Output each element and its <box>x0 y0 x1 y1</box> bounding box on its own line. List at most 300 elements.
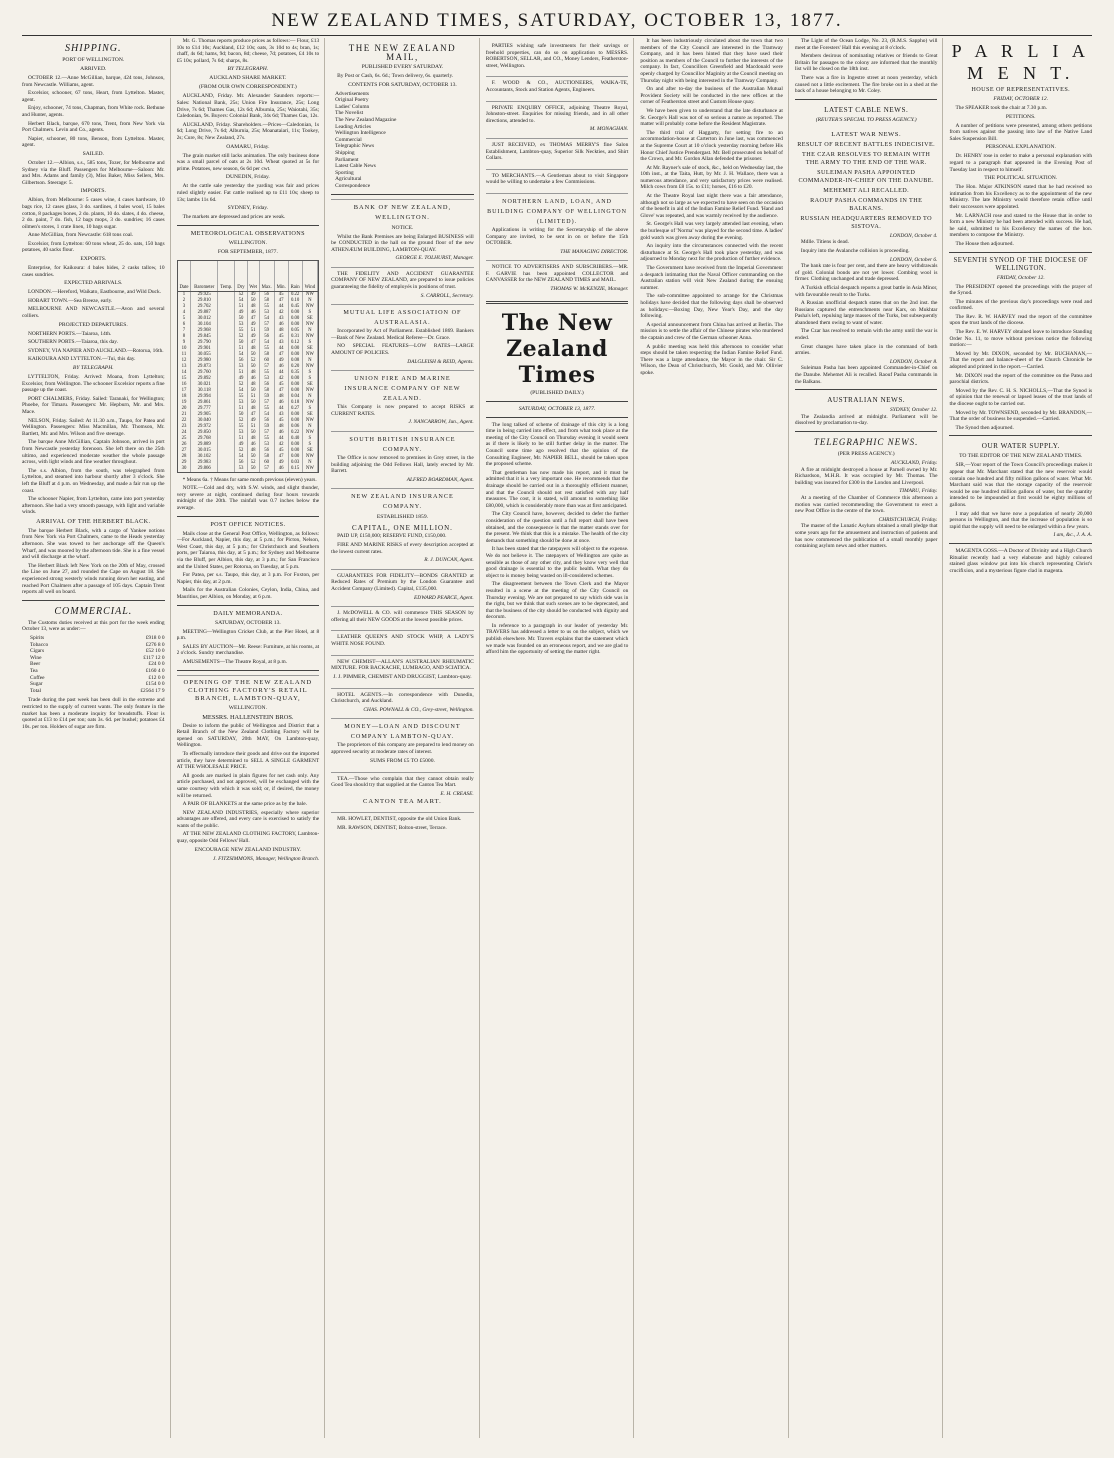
met-cell: S <box>302 442 318 448</box>
paragraph: TO MERCHANTS.—A Gentleman about to visit Singapore would be willing to undertake a few Commissions. <box>485 172 629 186</box>
paragraph: HOTEL AGENTS.—In correspondence with Dunedin, Christchurch, and Auckland. <box>331 691 474 705</box>
met-cell: N <box>302 298 318 304</box>
met-cell: 0.00 <box>288 442 302 448</box>
duty-label: Beer <box>30 661 41 668</box>
clothing-encourage: ENCOURAGE NEW ZEALAND INDUSTRY. <box>194 846 302 853</box>
contents-item: Latest Cable News <box>335 163 376 170</box>
paragraph: SYDNEY, VIA NAPIER AND AUCKLAND.—Rotorua, 16th. <box>28 347 164 354</box>
daily-memo-heading: DAILY MEMORANDA. <box>213 609 283 617</box>
notice-heading: NOTICE. <box>391 224 414 231</box>
met-cell: 0.15 <box>288 466 302 472</box>
paragraph: The Light of the Ocean Lodge, No. 23, (R.M.S. Sappho) will meet at the Foresters' Hall this evening at 8 o'clock. <box>794 38 938 51</box>
paragraph: F. WOOD & CO., AUCTIONEERS, WAIKA-TE, Accountants, Stock and Station Agents, Engineers. <box>485 80 629 93</box>
paragraph: PAID UP, £150,000; RESERVE FUND, £150,000. <box>337 533 447 540</box>
met-cell: 30.015 <box>191 448 218 454</box>
duty-row <box>30 655 165 662</box>
personal-heading: PERSONAL EXPLANATION. <box>985 144 1056 151</box>
cable-headline-1: RESULT OF RECENT BATTLES INDECISIVE. <box>797 140 936 148</box>
met-cell: 49 <box>274 358 288 364</box>
paragraph: The markets are depressed and prices are weak. <box>182 214 286 221</box>
met-cell: 17 <box>178 388 191 394</box>
paragraph: At the Theatre Royal last night there was a fair attendance, although not so large as we expected to have seen on the occasion of the benefit in aid of the Indian Famine Relief Fund. 'Hand and Glove' was repeated, and was warmly received by the audience. <box>640 193 783 219</box>
column-2 <box>177 38 326 1438</box>
paragraph: For Patea, per s.s. Taupo, this day, at 3 p.m. For Foxton, per Napier, this day, at 2 p.m. <box>176 572 320 585</box>
met-header-cell: Min. <box>274 261 288 292</box>
paragraph: The bank rate is four per cent, and there are heavy withdrawals of gold. Colonial bonds are not yet lower. Combing wool is firmer. Clothing unchanged and trade depressed. <box>794 263 938 283</box>
met-cell: 0.00 <box>288 346 302 352</box>
union-advert <box>331 370 474 429</box>
paragraph: The grain market still lacks animation. The only business done was a small parcel of oats at 2s 10d. Wheat quoted at 5s for prime. Potatoes, new season, 6s 6d per cwt. <box>176 152 320 172</box>
met-cell: 58 <box>259 388 274 394</box>
paragraph: A Turkish official despatch reports a great battle in Asia Minor, with favourable result to the Turks. <box>794 284 938 298</box>
paragraph: The PRESIDENT opened the proceedings with the prayer of the Synod. <box>949 283 1093 297</box>
paragraph: * Means 6a. † Means for same month previous (eleven) years. <box>182 476 317 483</box>
paragraph: The schooner Napier, from Lyttelton, came into port yesterday afternoon. She had a very smooth passage, with light and variable winds. <box>22 496 165 516</box>
met-cell: 46 <box>274 400 288 406</box>
duty-value: £24 0 0 <box>148 661 165 668</box>
met-cell: 29.768 <box>191 436 218 442</box>
water-heading: OUR WATER SUPPLY. <box>981 442 1060 451</box>
paragraph: Mr. DIXON read the report of the committee on the Patea and parochial districts. <box>949 372 1093 386</box>
met-cell: 0.20 <box>288 364 302 370</box>
contents-item: Sporting <box>335 169 354 176</box>
published-daily: (PUBLISHED DAILY.) <box>530 389 584 396</box>
met-cell: 29.889 <box>191 442 218 448</box>
met-cell: 25 <box>178 436 191 442</box>
paragraph: The House then adjourned. <box>955 240 1014 247</box>
dateline: TIMARU, Friday. <box>899 488 938 495</box>
met-cell: 48 <box>247 370 259 376</box>
met-cell: 49 <box>235 310 247 316</box>
paragraph: J. McDOWELL & CO. will commence THIS SEASON by offering all their NEW GOODS at the lowest possible prices. <box>331 610 474 623</box>
column-1 <box>22 38 171 1438</box>
met-cell: 30.012 <box>191 316 218 322</box>
met-table-wrap <box>177 260 320 473</box>
paragraph: SIR,—Your report of the Town Council's proceedings makes it appear that Mr. Marchant stated that the new reservoir would contain one hundred and fifty million gallons of water. What Mr. Marchant said was that the storage capacity of the reservoir would be one hundred million gallons of water, but the quantity intended to be impounded at first would be eighty millions of gallons. <box>949 462 1093 508</box>
met-cell: 0.00 <box>288 454 302 460</box>
paragraph: All goods are marked in plain figures for net cash only. Any article purchased, and not approved, will be exchanged with the same courtesy with which it was sold; or, if desired, the money will be returned. <box>176 772 320 799</box>
met-cell: 56 <box>259 448 274 454</box>
paragraph: That gentleman has now made his report, and it must be admitted that it is a very important one. He recommends that the drainage should be carried out in a thoroughly efficient manner, and that the Council should not rest satisfied with any half measures. The cost, it is stated, will amount to something like £80,000, which is considerably more than was at first anticipated. <box>485 469 629 509</box>
mcdowell-advert <box>331 606 474 628</box>
met-cell: 29.994 <box>191 394 218 400</box>
bank-sig: GEORGE E. TOLHURST, Manager. <box>395 255 474 262</box>
union-sig: J. NANCARROW, Jun., Agent. <box>408 419 474 426</box>
met-cell: 55 <box>259 370 274 376</box>
met-cell: 45 <box>274 334 288 340</box>
met-cell: 4 <box>178 310 191 316</box>
paper-title: The New Zealand Times <box>501 309 613 388</box>
paragraph: Whilst the Bank Premises are being Enlarged BUSINESS will be CONDUCTED in the hall on the ground floor of the new ATHENÆUM BUILDING, LAMBTON-QUAY. <box>331 233 474 253</box>
paragraph: St. George's Hall was very largely attended last evening, when the burlesque of 'Norma' was played for the second time. A ladies' gold watch was given away during the evening. <box>640 221 783 241</box>
money-advert <box>331 718 474 769</box>
paragraph: PARTIES wishing safe investments for their savings or freehold properties, can do so on application to MESSRS. ROBERTSON, SELLAR, and CO., Money Lenders, Featherston-street, Wellington. <box>485 43 629 69</box>
met-cell: 54 <box>259 412 274 418</box>
paragraph: Mr. LARNACH rose and stated to the House that in order to form a new Ministry he had been attended with success. He had, he said, submitted to his Excellency the names of the hon. members to compose the Ministry. <box>949 212 1093 239</box>
met-cell: 54 <box>259 316 274 322</box>
met-cell: 50 <box>235 316 247 322</box>
met-cell: 48 <box>247 406 259 412</box>
duty-row <box>30 675 165 682</box>
reuter-note: (REUTER'S SPECIAL TO PRESS AGENCY.) <box>815 116 917 123</box>
met-header-cell: Wind <box>302 261 318 292</box>
met-cell: 60 <box>259 358 274 364</box>
paragraph: TEA.—Those who complain that they cannot obtain really Good Tea should try that supplied at the Canton Tea Mart. <box>331 775 474 789</box>
met-cell: S <box>302 376 318 382</box>
met-cell: 51 <box>235 406 247 412</box>
paragraph: Moved by Mr. DIXON, seconded by Mr. BUCHANAN,—That the report and balance-sheet of the Church Chronicle be adopted and printed in the report.—Carried. <box>949 350 1093 371</box>
paragraph: At Mr. Rayner's sale of stock, &c., held on Wednesday last, the 10th inst., at the Taita, Hutt, by Mr. J. H. Wallace, there was a numerous attendance, and very satisfactory prices were realised. Milch cows from £8 15s. to £11; horses, £16 to £20. <box>640 164 783 191</box>
paragraph: Napier, schooner, 80 tons, Benson, from Lyttelton. Master, agent. <box>22 135 165 149</box>
paragraph: LEATHER QUEEN'S AND STOCK WHIP, A LADY'S WHITE NOSE FOUND. <box>331 634 474 647</box>
capital: CAPITAL, ONE MILLION. <box>351 524 453 533</box>
met-cell: 50 <box>247 298 259 304</box>
met-cell: NW <box>302 364 318 370</box>
met-header-cell: Wet <box>247 261 259 292</box>
mutual-sig: DALGLEISH & REID, Agents. <box>407 358 474 365</box>
met-cell: 56 <box>259 334 274 340</box>
met-cell: 0.00 <box>288 388 302 394</box>
duty-value: £12 0 0 <box>148 674 165 681</box>
met-cell: 0.00 <box>288 448 302 454</box>
telegraphic-heading: TELEGRAPHIC NEWS. <box>813 437 919 447</box>
met-cell: 30.104 <box>191 322 218 328</box>
met-cell: 51 <box>247 424 259 430</box>
met-cell: 53 <box>235 322 247 328</box>
paragraph: Enterprise, for Kaikoura: 4 bales hides, 2 casks tallow, 10 cases sundries. <box>22 265 165 278</box>
met-cell: 12 <box>178 358 191 364</box>
met-cell: 0.12 <box>288 340 302 346</box>
met-cell: 29.905 <box>191 412 218 418</box>
met-cell: 24 <box>178 430 191 436</box>
met-cell: 53 <box>235 466 247 472</box>
met-cell: 29.866 <box>191 466 218 472</box>
duty-label: Total <box>30 687 41 694</box>
met-cell: 30.055 <box>191 352 218 358</box>
duty-row <box>30 642 165 649</box>
paragraph: Inquiry into the Avalanche collision is proceeding. <box>800 247 910 254</box>
sydney-heading: SYDNEY, Friday. <box>227 205 269 212</box>
paragraph: The Zealandia arrived at midnight. Parliament will be dissolved by proclamation to-day. <box>794 413 938 427</box>
paragraph: The third trial of Haggarty, for setting fire to an accommodation-house at Carterton in June last, was commenced at the Supreme Court at 10 o'clock yesterday morning before His Honor Chief Justice Prendergast. Mr. Bell prosecuted on behalf of the Crown, and Mr. Gordon Allan defended the prisoner. <box>640 129 783 163</box>
met-cell: 49 <box>247 334 259 340</box>
met-cell: 54 <box>259 340 274 346</box>
met-cell: 13 <box>178 364 191 370</box>
paragraph: A Russian unofficial despatch states that on the 2nd inst. the Russians captured the entrenchments near Kars, on Mukhtar Pasha's left, repulsing large masses of the Turks, but subsequently abandoned them owing to want of water. <box>794 300 938 326</box>
met-cell: 29.968 <box>191 328 218 334</box>
met-cell: NW <box>302 418 318 424</box>
met-cell: 0.00 <box>288 322 302 328</box>
paragraph: It has been industriously circulated about the town that two members of the City Council are interested in the Tramway Company, and it has been hinted that they have used their position as members of the Council to further the interests of the company. In fact, Councillors Greenfield and Macdonald were openly charged by Councillor Maginity at the Council meeting on Thursday night with being interested in the Tramway Company. <box>640 38 783 84</box>
paragraph: The sub-committee appointed to arrange for the Christmas holidays have decided that the following days shall be observed as holidays:—Boxing Day, New Year's Day, and the day following. <box>640 293 783 320</box>
met-cell: 59 <box>259 394 274 400</box>
mail-title: THE NEW ZEALAND MAIL, <box>348 43 457 62</box>
clothing-advert <box>177 675 320 866</box>
paragraph: The Rev. R. W. HARVEY read the report of the committee upon the trust lands of the diocese. <box>949 313 1093 327</box>
paragraph: Mails for the Australian Colonies, Ceylon, India, China, and Mauritius, per Albion, on Monday, at 6 p.m. <box>176 587 320 600</box>
met-cell: 53 <box>259 310 274 316</box>
advert <box>486 193 629 258</box>
contents-item: Ladies' Column <box>335 103 370 110</box>
met-cell: 30 <box>178 466 191 472</box>
met-cell: 19 <box>178 400 191 406</box>
met-cell: 48 <box>274 424 288 430</box>
met-cell: 0.00 <box>288 310 302 316</box>
contents-list <box>335 91 470 190</box>
met-cell: 16 <box>178 382 191 388</box>
met-cell: NW <box>302 454 318 460</box>
contents-item: The New Zealand Magazine <box>335 116 397 123</box>
paragraph: PRIVATE ENQUIRY OFFICE, adjoining Theatre Royal, Johnston-street. Enquiries for missing friends, and in all other directions, attended to. <box>485 104 629 124</box>
paragraph: The long talked of scheme of drainage of this city is a long time in being carried into effect, and from what took place at the meeting of the City Council on Thursday evening it would seem as if there is likely to be still further delay in the matter. The Council some time ago resolved that the opinion of the Consulting Engineer, Mr. NAPIER BELL, should be taken upon the proposed scheme. <box>485 421 629 468</box>
met-cell <box>218 466 235 472</box>
auckland-source: (FROM OUR OWN CORRESPONDENT.) <box>198 84 297 91</box>
dateline: LONDON, October 4. <box>889 232 938 239</box>
met-cell: 57 <box>259 400 274 406</box>
paragraph: LYTTELTON, Friday. Arrived: Moana, from Lyttelton; Excelsior, from Wellington. The schooner Excelsior reports a fine passage up the coast. <box>22 374 165 394</box>
telegraph-heading: BY TELEGRAPH. <box>227 66 269 73</box>
contents-item: Correspondence <box>335 182 371 189</box>
paragraph: A number of petitions were presented, among others petitions from natives against the passing into law of the Native Land Sales Suspension Bill. <box>949 122 1093 142</box>
contents-item: Leading Articles <box>335 123 371 130</box>
paragraph: AUCKLAND, Friday. Mr. Alexander Saunders reports:—Sales: National Bank, 25s; Union Fire Insurance, 25s; Long Drive, 7s 6d; Thames Gas, 12s 6d; Alburnia, 25s; Waiotahi, 35s; Caledonian, 9s. Buyers: Colonial Bank, 34s 6d; Thames Gas, 12s. <box>176 93 320 120</box>
met-cell: 47 <box>247 316 259 322</box>
met-cell: 55 <box>259 346 274 352</box>
met-cell: 57 <box>259 322 274 328</box>
met-cell: 49 <box>247 322 259 328</box>
duty-label: Spirits <box>30 635 45 641</box>
shipping-heading: SHIPPING. <box>65 43 122 54</box>
dateline: AUCKLAND, Friday. <box>890 460 938 466</box>
fidelity-sig: S. CARROLL, Secretary. <box>420 292 474 299</box>
mail-sub: PUBLISHED EVERY SATURDAY. <box>361 64 444 70</box>
met-cell: 0.31 <box>288 334 302 340</box>
met-cell: 43 <box>274 340 288 346</box>
met-table <box>178 261 319 472</box>
clothing-loc: WELLINGTON. <box>228 704 267 711</box>
met-cell: 55 <box>259 436 274 442</box>
cable-headline-5: RAOUF PASHA COMMANDS IN THE BALKANS. <box>810 196 923 212</box>
paragraph: The Czar has resolved to remain with the army until the war is ended. <box>794 328 938 342</box>
met-cell: 56 <box>259 291 274 298</box>
paragraph: PORT CHALMERS, Friday. Sailed: Taranaki, for Wellington; Phoebe, for Timaru. Passengers: Mr. Hepburn, Mr. and Mrs. Mace. <box>22 395 165 415</box>
masthead-title: NEW ZEALAND TIMES, SATURDAY, OCTOBER 13, 1877. <box>271 10 843 31</box>
union-title: UNION FIRE AND MARINE INSURANCE COMPANY OF NEW ZEALAND. <box>344 375 461 403</box>
contents-item: Parliament <box>335 156 359 163</box>
met-cell: 47 <box>274 388 288 394</box>
met-cell: 28 <box>178 454 191 460</box>
met-cell: 0.03 <box>288 460 302 466</box>
met-cell: 29.980 <box>191 358 218 364</box>
paragraph: The minutes of the previous day's proceedings were read and confirmed. <box>949 298 1093 312</box>
paragraph: The barque Anne McGillian, Captain Johnson, arrived in port from Newcastle yesterday forenoon. She left there on the 25th ultimo, and experienced moderate weather the whole passage across, with light winds and fine weather throughout. <box>22 439 165 466</box>
paragraph: The proprietors of this company are prepared to lend money on approved security at moderate rates of interest. <box>331 742 474 756</box>
canton-title: CANTON TEA MART. <box>363 798 442 806</box>
projected-heading: PROJECTED DEPARTURES. <box>58 321 128 328</box>
met-cell: 46 <box>274 430 288 436</box>
met-cell: 29.790 <box>191 340 218 346</box>
paragraph: The s.s. Albion, from the south, was telegraphed from Lyttelton, and steamed into harbour shortly after 3 o'clock. She left the Bluff at 4 p.m. on Wednesday, and made a fair run up the coast. <box>22 467 165 494</box>
met-cell: 52 <box>235 418 247 424</box>
met-cell: 29.850 <box>191 430 218 436</box>
paragraph: We have been given to understand that the late disturbance at St. George's Hall was not of so serious a nature as reported. The matter will probably come before the Resident Magistrate. <box>640 107 783 128</box>
paragraph: Desire to inform the public of Wellington and District that a Retail Branch of the New Zealand Clothing Factory will be opened on SATURDAY, 20th MAY, On Lambton-quay, Wellington. <box>176 722 320 749</box>
met-cell: 30.102 <box>191 454 218 460</box>
contents-item: Shipping <box>335 149 355 156</box>
paragraph: Enjoy, schooner, 74 tons, Chapman, from White rock. Bethune and Hunter, agents. <box>22 105 165 118</box>
met-cell: 55 <box>235 328 247 334</box>
met-cell: 55 <box>259 304 274 310</box>
paragraph: FIRE AND MARINE RISKS of every description accepted at the lowest current rates. <box>331 541 474 555</box>
met-cell: 48 <box>274 328 288 334</box>
cable-headline-4: MEHEMET ALI RECALLED. <box>823 186 910 194</box>
met-cell: 30.021 <box>191 382 218 388</box>
column-4 <box>486 38 635 1438</box>
paragraph: By Post or Cash, 6s. 6d.; Town delivery, 6s. quarterly. <box>337 73 454 79</box>
met-cell: 57 <box>259 430 274 436</box>
met-cell: S <box>302 436 318 442</box>
paragraph: NEW ZEALAND INDUSTRIES, especially where superior advantages are offered, and every care is exercised to satisfy the wants of the public. <box>176 809 320 829</box>
met-cell: 48 <box>247 304 259 310</box>
paragraph: Dr. HENRY rose in order to make a personal explanation with regard to a paragraph that appeared in the Evening Post of Tuesday last in respect to himself. <box>949 153 1093 173</box>
paragraph: JUST RECEIVED, ex THOMAS MERRY'S fine Salon Establishment, Lambton-quay, Superior Silk Neckties, and Shirt Collars. <box>485 141 629 162</box>
met-cell: 44 <box>274 304 288 310</box>
met-cell: 52 <box>247 358 259 364</box>
met-cell: 46 <box>247 376 259 382</box>
met-cell: 56 <box>259 418 274 424</box>
paragraph: At the cattle sale yesterday the yarding was fair and prices ruled slightly easier. Fat cattle realised up to £11 10s; sheep to 13s; lambs 11s 6d. <box>176 183 320 203</box>
dentist-advert <box>331 812 474 836</box>
met-cell: 45 <box>274 382 288 388</box>
duty-value: £154 0 0 <box>145 681 165 688</box>
post-office-heading: POST OFFICE NOTICES. <box>210 520 286 528</box>
paragraph: Suleiman Pasha has been appointed Commander-in-Chief on the Danube. Mehemet Ali is recalled. Raouf Pasha commands in the Balkans. <box>794 365 938 385</box>
met-cell: 22 <box>178 418 191 424</box>
duty-value: £276 8 0 <box>145 641 165 648</box>
contents-item: Commercial <box>335 136 362 143</box>
met-cell: 51 <box>235 370 247 376</box>
met-cell: 2 <box>178 298 191 304</box>
met-cell: 0.00 <box>288 382 302 388</box>
paragraph: The City Council have, however, decided to defer the further consideration of the question until a full report shall have been obtained, and the consequence is that the matter stands over for the present. We think that this is a mistake. The health of the city demands that something should be done at once. <box>485 511 629 544</box>
met-cell: 54 <box>235 352 247 358</box>
synod-date: FRIDAY, October 12. <box>996 274 1045 281</box>
met-cell: 57 <box>259 466 274 472</box>
met-cell: 56 <box>235 358 247 364</box>
met-cell: NW <box>302 388 318 394</box>
bank-advert <box>331 199 474 265</box>
met-cell: 30.040 <box>191 418 218 424</box>
northern-land-title: NORTHERN LAND, LOAN, AND BUILDING COMPANY OF WELLINGTON (LIMITED). <box>487 198 627 225</box>
met-cell: 0.27 <box>288 406 302 412</box>
met-cell: 47 <box>247 412 259 418</box>
paragraph: This Company is now prepared to accept RISKS at CURRENT RATES. <box>331 404 474 417</box>
hotel-sig: CHAS. POWNALL & CO., Grey-street, Wellington. <box>363 706 474 713</box>
met-cell: NW <box>302 304 318 310</box>
duty-label: Coffee <box>30 674 45 681</box>
duty-value: £918 0 0 <box>145 635 165 641</box>
paragraph: Mdlle. Titiens is dead. <box>800 239 849 246</box>
met-cell: 46 <box>247 442 259 448</box>
met-cell: 46 <box>274 466 288 472</box>
paragraph: MR. HOWLET, DENTIST, opposite the old Union Bank. <box>337 816 462 823</box>
advert <box>486 260 629 295</box>
contents-item: Wellington Intelligence <box>335 130 386 137</box>
met-cell: 47 <box>274 352 288 358</box>
met-cell: 51 <box>235 436 247 442</box>
duty-row <box>30 648 165 655</box>
paragraph: I may add that we have now a population of nearly 20,000 persons in Wellington, and that the increase of population is so rapid that the supply will need to be enlarged within a few years. <box>949 510 1093 530</box>
contents-item: Agricultural <box>335 176 362 183</box>
paragraph: The Customs duties received at this port for the week ending October 13, were as under:— <box>22 619 165 633</box>
met-cell: 49 <box>247 418 259 424</box>
paragraph: SOUTHERN PORTS.—Taiaroa, this day. <box>28 339 118 346</box>
met-cell: 47 <box>274 298 288 304</box>
met-cell: SE <box>302 316 318 322</box>
met-cell: 0.06 <box>288 424 302 430</box>
met-cell: 0.00 <box>288 376 302 382</box>
parliament-heading: P A R L I A M E N T. <box>951 41 1090 83</box>
met-cell: 29.983 <box>191 460 218 466</box>
cable-headline-2: THE CZAR RESOLVES TO REMAIN WITH THE ARMY TO THE END OF THE WAR. <box>802 150 931 166</box>
south-british-title: SOUTH BRITISH INSURANCE COMPANY. <box>349 436 456 453</box>
met-cell: 29.925 <box>191 291 218 298</box>
duty-label: Cigars <box>30 648 45 655</box>
met-cell: 58 <box>259 298 274 304</box>
paragraph: MR. RAWSON, DENTIST, Bolton-street, Terrace. <box>337 825 447 832</box>
contents-item: Original Poetry <box>335 97 369 104</box>
advert <box>486 138 629 167</box>
met-cell: 51 <box>247 328 259 334</box>
paragraph: An inquiry into the circumstances connected with the recent disturbance at St. George's Hall took place yesterday, and was adjourned to Monday next for the production of further evidence. <box>640 243 783 263</box>
paragraph: THE FIDELITY AND ACCIDENT GUARANTEE COMPANY OF NEW ZEALAND, are prepared to issue policies guaranteeing the fidelity of employés in positions of trust. <box>331 270 474 291</box>
paragraph: Moved by Mr. TOWNSEND, seconded by Mr. BRANDON,—That the order of business be suspended.—Carried. <box>949 409 1093 423</box>
met-cell: 48 <box>247 436 259 442</box>
south-british-sig: ALFRED BOARDMAN, Agent. <box>406 476 474 483</box>
political-heading: THE POLITICAL SITUATION. <box>984 175 1058 182</box>
duty-label: Wine <box>30 654 42 661</box>
met-cell: 44 <box>274 370 288 376</box>
met-cell: NW <box>302 466 318 472</box>
met-cell: 43 <box>274 412 288 418</box>
leader-date: SATURDAY, OCTOBER 13, 1877. <box>518 405 596 412</box>
contents-heading: CONTENTS FOR SATURDAY, OCTOBER 13. <box>348 81 457 88</box>
met-cell: S <box>302 340 318 346</box>
met-cell: 0.22 <box>288 430 302 436</box>
met-cell: S <box>302 310 318 316</box>
paragraph: Excelsior, from Lyttelton: 60 tons wheat, 25 do. oats, 150 bags potatoes, 40 sacks flour. <box>22 240 165 254</box>
paragraph: October 12.—Albion, s.s., 585 tons, Tozer, for Melbourne and Sydney via the Bluff. Passengers for Melbourne—Saloon: Mr. and Mrs. Adams and family (3), Miss Baker, Miss Sellers, Mrs. Gilbertson. Steerage: 5. <box>22 159 165 186</box>
met-cell: 29.901 <box>191 346 218 352</box>
met-cell: 30.118 <box>191 388 218 394</box>
paragraph: NELSON, Friday. Sailed: At 11.30 a.m., Taupo, for Patea and Wellington. Passengers: Miss Macmillan, Mr. Thomson, Mr. Bartlett, Mr. and Mrs. Wilson and five steerage. <box>22 417 165 437</box>
met-cell: 55 <box>259 406 274 412</box>
met-cell: 45 <box>274 291 288 298</box>
tea-advert <box>331 772 474 811</box>
met-cell: 51 <box>247 394 259 400</box>
met-header-cell: Dry <box>235 261 247 292</box>
paragraph: GUARANTEES FOR FIDELITY—BONDS GRANTED at Reduced Rates of Premium by the London Guarantee and Accident Company (Limited). Capital, £135,000. <box>331 572 474 592</box>
contents-item: Telegraphic News <box>335 143 375 150</box>
column-6 <box>795 38 944 1438</box>
paragraph: Great changes have taken place in the command of both armies. <box>794 343 938 357</box>
paragraph: The disagreement between the Town Clerk and the Mayor resulted in a scene at the meeting of the City Council on Thursday evening. We are not prepared to say which side was in the right, but we think that such scenes are to be deprecated, and that the business of the city should be conducted with dignity and decorum. <box>485 581 629 621</box>
chemist-name: J. J. PIMMER, CHEMIST AND DRUGGIST, Lambton-quay. <box>333 673 472 680</box>
paragraph: On and after to-day the business of the Australian Mutual Provident Society will be conducted in the new offices at the corner of Featherston street and Custom House quay. <box>640 86 783 106</box>
paragraph: SALES BY AUCTION—Mr. Reese: Furniture, at his rooms, at 2 o'clock. Sundry merchandise. <box>176 643 320 657</box>
met-cell: 0.04 <box>288 394 302 400</box>
met-header-cell: Rain <box>288 261 302 292</box>
